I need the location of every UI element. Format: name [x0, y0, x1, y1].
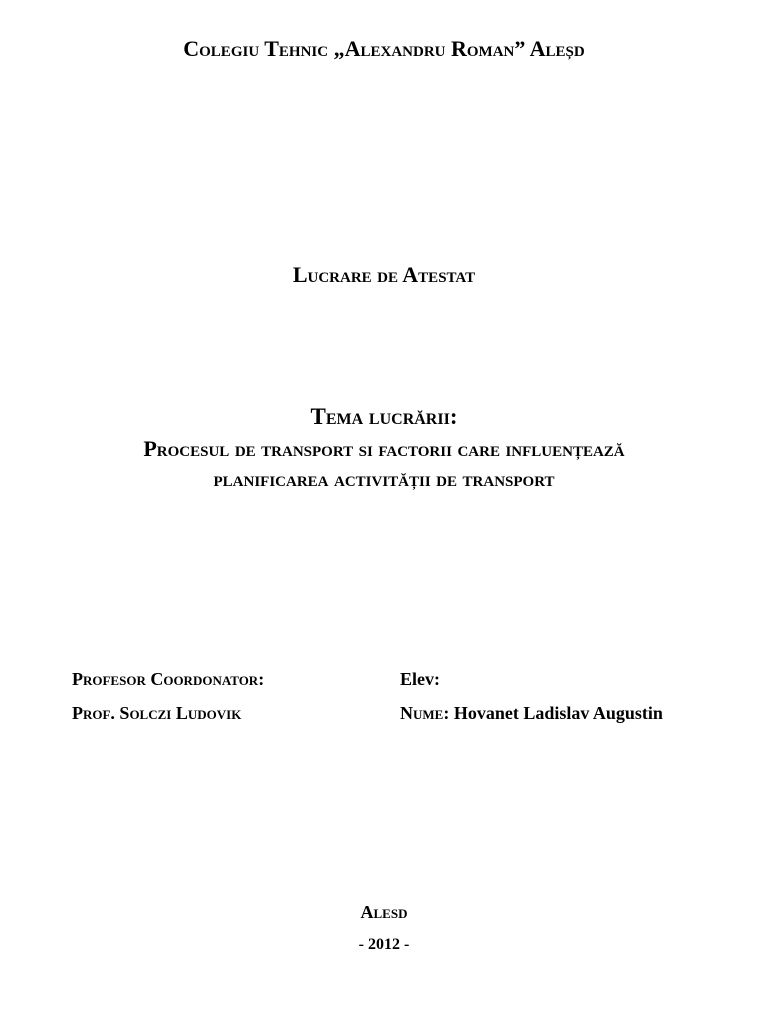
student-name-label: Nume: — [400, 703, 450, 723]
year: - 2012 - — [358, 936, 410, 953]
city: Alesd — [360, 902, 408, 922]
coordinator-name: Prof. Solczi Ludovik — [72, 703, 242, 723]
topic-label: Tema lucrării: — [310, 404, 458, 429]
student-name-line — [400, 703, 663, 724]
student-label: Elev: — [400, 669, 440, 689]
topic-title-line-2: planificarea activității de transport — [213, 466, 555, 491]
document-type-title: Lucrare de Atestat — [292, 262, 476, 287]
student-name: Hovanet Ladislav Augustin — [453, 703, 663, 723]
school-name: Colegiu Tehnic „Alexandru Roman” Aleșd — [183, 36, 585, 61]
coordinator-label: Profesor Coordonator: — [72, 669, 265, 689]
topic-title-line-1: Procesul de transport si factorii care influențează — [143, 436, 625, 461]
